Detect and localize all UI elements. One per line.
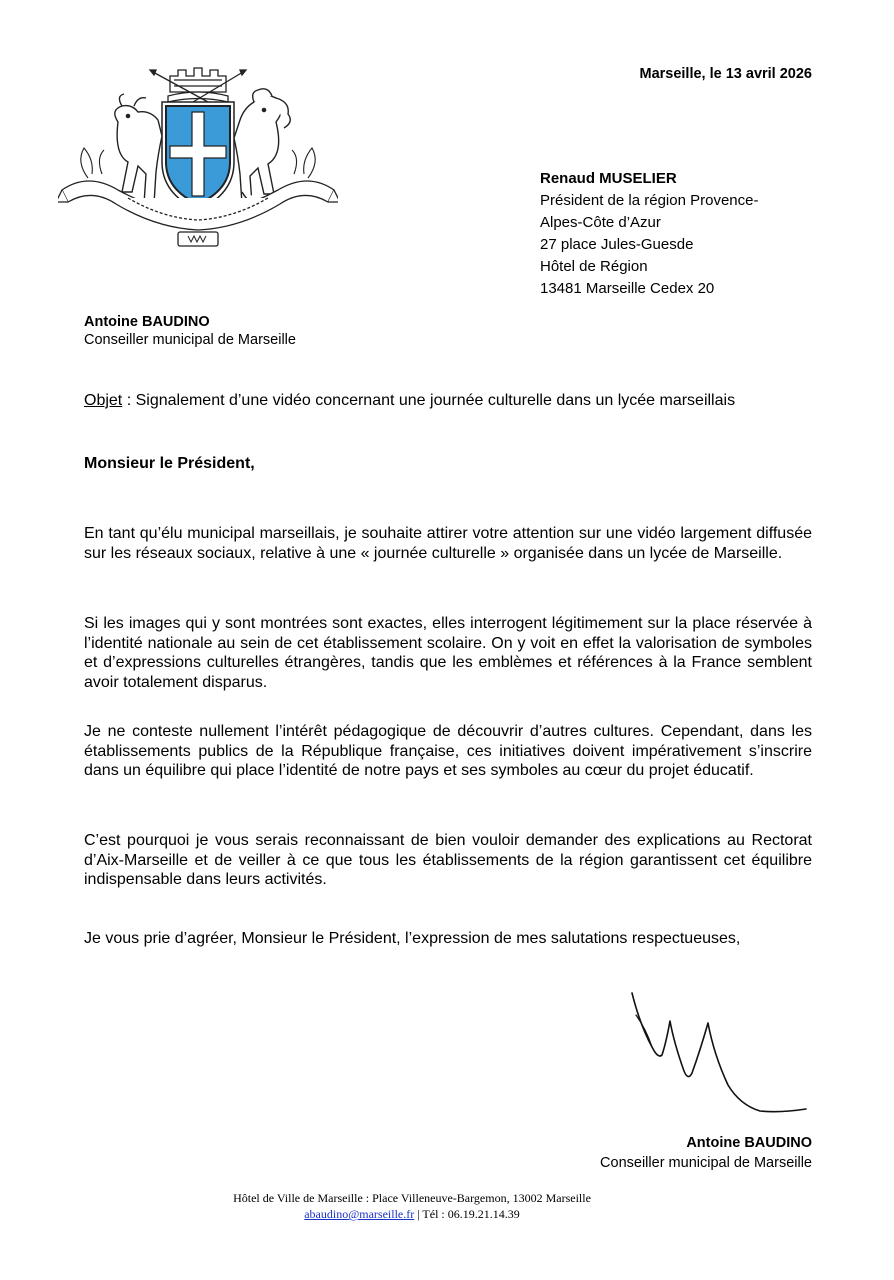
- footer-address: Hôtel de Ville de Marseille : Place Villeneuve-Bargemon, 13002 Marseille: [233, 1191, 591, 1205]
- footer-email-link[interactable]: abaudino@marseille.fr: [304, 1207, 415, 1221]
- closing-paragraph: Je vous prie d’agréer, Monsieur le Président, l’expression de mes salutations respectueuses,: [84, 930, 741, 947]
- paragraph: Je ne conteste nullement l’intérêt pédagogique de découvrir d’autres cultures. Cependant, dans les établissements publics de la République française, ces initiatives doivent impérativement s’inscrire dans un équilibre qui place l’identité de notre pays et ses symboles au cœur du projet éducatif.: [84, 723, 812, 779]
- sender-block: [84, 313, 296, 349]
- recipient-line: Président de la région Provence-: [540, 192, 759, 209]
- subject-line: [84, 391, 812, 411]
- signature-block: [600, 1133, 812, 1173]
- sender-role: Conseiller municipal de Marseille: [84, 332, 296, 348]
- subject-text: : Signalement d’une vidéo concernant une journée culturelle dans un lycée marseillais: [122, 392, 736, 409]
- footer-phone: | Tél : 06.19.21.14.39: [414, 1207, 520, 1221]
- paragraph: Si les images qui y sont montrées sont exactes, elles interrogent légitimement sur la place réservée à l’identité nationale au sein de cet établissement scolaire. On y voit en effet la valorisation de symboles et d’expressions culturelles étrangères, tandis que les emblèmes et références à la France semblent avoir totalement disparus.: [84, 615, 812, 691]
- paragraph: C’est pourquoi je vous serais reconnaissant de bien vouloir demander des explications au Rectorat d’Aix-Marseille et de veiller à ce que tous les établissements de la région garantissent cet équilibre indispensable dans leurs activités.: [84, 832, 812, 888]
- recipient-name: Renaud MUSELIER: [540, 170, 677, 187]
- recipient-line: 27 place Jules-Guesde: [540, 236, 694, 253]
- coat-of-arms-logo: [58, 62, 338, 252]
- paragraph: En tant qu’élu municipal marseillais, je souhaite attirer votre attention sur une vidéo largement diffusée sur les réseaux sociaux, relative à une « journée culturelle » organisée dans un lycée de Marseille.: [84, 525, 812, 562]
- footer: [0, 1190, 894, 1222]
- signatory-name: Antoine BAUDINO: [686, 1135, 812, 1151]
- subject-label: Objet: [84, 392, 123, 409]
- recipient-line: 13481 Marseille Cedex 20: [540, 280, 715, 297]
- recipient-block: [540, 168, 758, 300]
- sender-name: Antoine BAUDINO: [84, 314, 210, 330]
- recipient-line: Hôtel de Région: [540, 258, 648, 275]
- recipient-line: Alpes-Côte d’Azur: [540, 214, 661, 231]
- salutation: Monsieur le Président,: [84, 455, 255, 472]
- letter-date: Marseille, le 13 avril 2026: [639, 66, 812, 82]
- handwritten-signature: [630, 985, 810, 1115]
- signatory-role: Conseiller municipal de Marseille: [600, 1155, 812, 1171]
- footer-contact: [0, 1206, 894, 1222]
